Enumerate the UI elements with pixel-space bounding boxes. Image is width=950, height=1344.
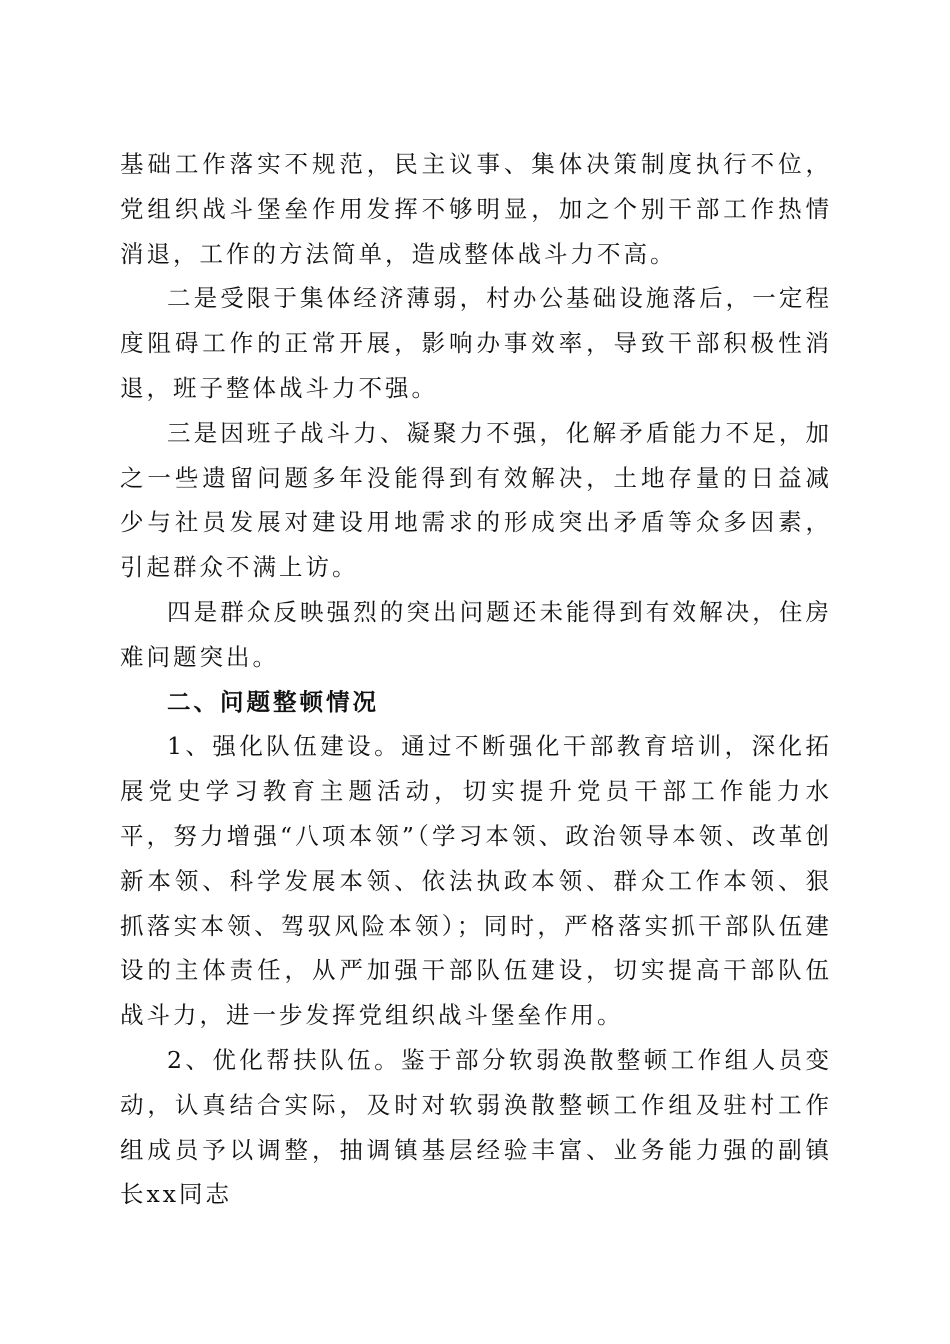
paragraph-reason-three: 三是因班子战斗力、凝聚力不强，化解矛盾能力不足，加之一些遗留问题多年没能得到有效解决，土地存量的日益减少与社员发展对建设用地需求的形成突出矛盾等众多因素，引起群众不满上访。 xyxy=(120,418,832,582)
section-heading: 二、问题整顿情况 xyxy=(167,687,379,716)
paragraph-reason-four: 四是群众反映强烈的突出问题还未能得到有效解决，住房难问题突出。 xyxy=(120,597,832,671)
paragraph-reason-two: 二是受限于集体经济薄弱，村办公基础设施落后，一定程度阻碍工作的正常开展，影响办事效率，导致干部积极性消退，班子整体战斗力不强。 xyxy=(120,284,832,402)
paragraph-continuation: 基础工作落实不规范，民主议事、集体决策制度执行不位，党组织战斗堡垒作用发挥不够明显，加之个别干部工作热情消退，工作的方法简单，造成整体战斗力不高。 xyxy=(120,150,832,268)
paragraph-measure-one: 1、强化队伍建设。通过不断强化干部教育培训，深化拓展党史学习教育主题活动，切实提升党员干部工作能力水平，努力增强“八项本领”（学习本领、政治领导本领、改革创新本领、科学发展本领、依法执政本领、群众工作本领、狠抓落实本领、驾驭风险本领）；同时，严格落实抓干部队伍建设的主体责任，从严加强干部队伍建设，切实提高干部队伍战斗力，进一步发挥党组织战斗堡垒作用。 xyxy=(120,732,832,1030)
document-body xyxy=(120,142,832,1217)
paragraph-measure-two: 2、优化帮扶队伍。鉴于部分软弱涣散整顿工作组人员变动，认真结合实际，及时对软弱涣散整顿工作组及驻村工作组成员予以调整，抽调镇基层经验丰富、业务能力强的副镇长xx同志 xyxy=(120,1045,832,1209)
